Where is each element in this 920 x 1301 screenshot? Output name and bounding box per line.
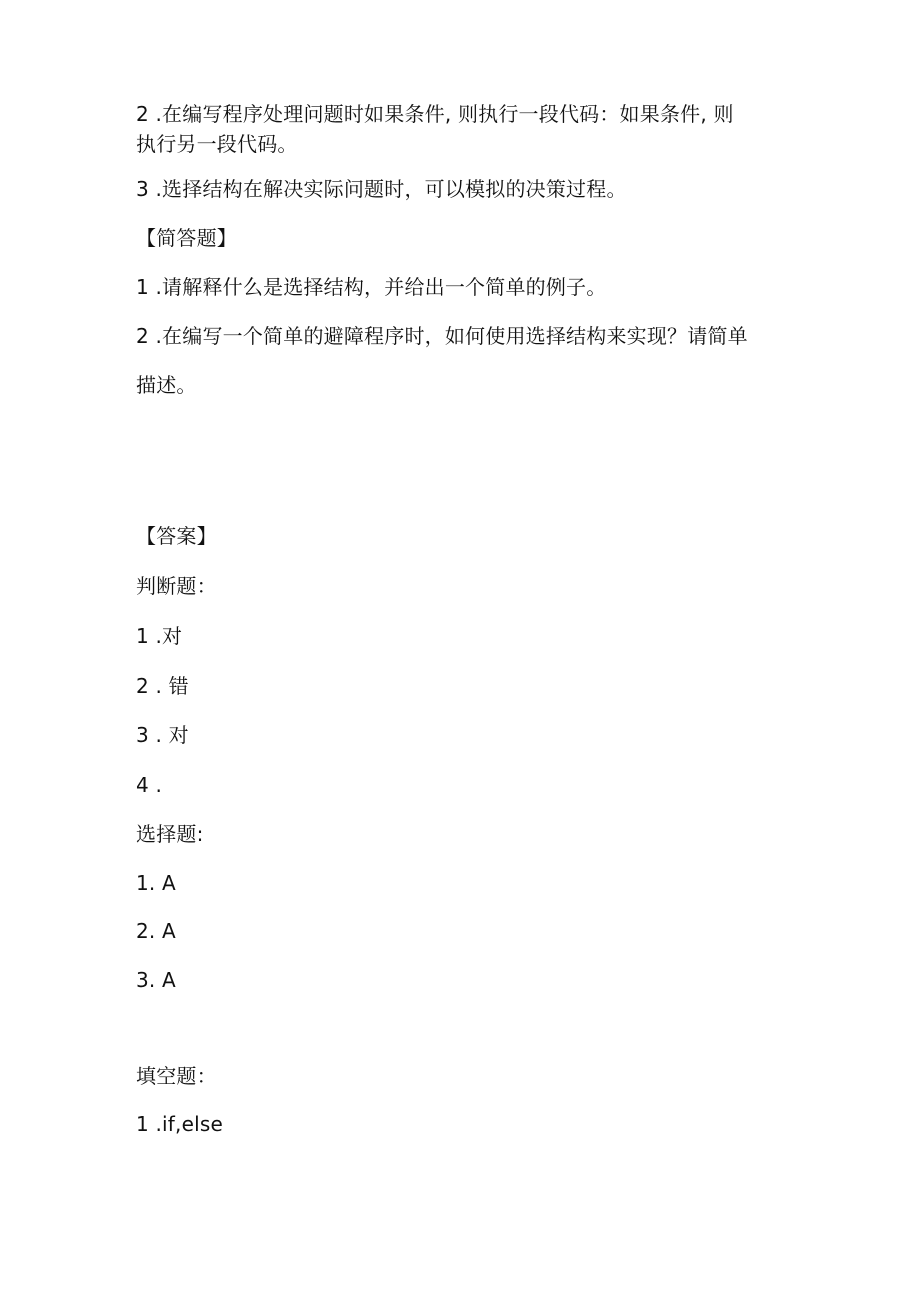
short-answer-header: 【简答题】 xyxy=(136,226,237,250)
fill-question-2-line-2: 执行另一段代码。 xyxy=(136,132,298,156)
short-answer-question-2-line-2: 描述。 xyxy=(136,373,197,397)
choice-answer-1: 1. A xyxy=(136,871,176,895)
fill-question-2-line-1: 2 .在编写程序处理问题时如果条件, 则执行一段代码：如果条件, 则 xyxy=(136,102,734,126)
judge-answer-2: 2 . 错 xyxy=(136,674,189,698)
fill-answer-1: 1 .if,else xyxy=(136,1112,223,1136)
choice-answer-2: 2. A xyxy=(136,919,176,943)
choice-answer-3: 3. A xyxy=(136,968,176,992)
fill-question-3: 3 .选择结构在解决实际问题时，可以模拟的决策过程。 xyxy=(136,177,627,201)
fill-section-title: 填空题： xyxy=(136,1064,217,1088)
short-answer-question-1: 1 .请解释什么是选择结构，并给出一个简单的例子。 xyxy=(136,275,607,299)
choice-section-title: 选择题: xyxy=(136,822,204,846)
judge-answer-1: 1 .对 xyxy=(136,624,183,648)
short-answer-question-2-line-1: 2 .在编写一个简单的避障程序时，如何使用选择结构来实现？请简单 xyxy=(136,324,748,348)
judge-section-title: 判断题： xyxy=(136,574,217,598)
judge-answer-3: 3 . 对 xyxy=(136,723,189,747)
answers-header: 【答案】 xyxy=(136,524,217,548)
judge-answer-4: 4 . xyxy=(136,773,163,797)
